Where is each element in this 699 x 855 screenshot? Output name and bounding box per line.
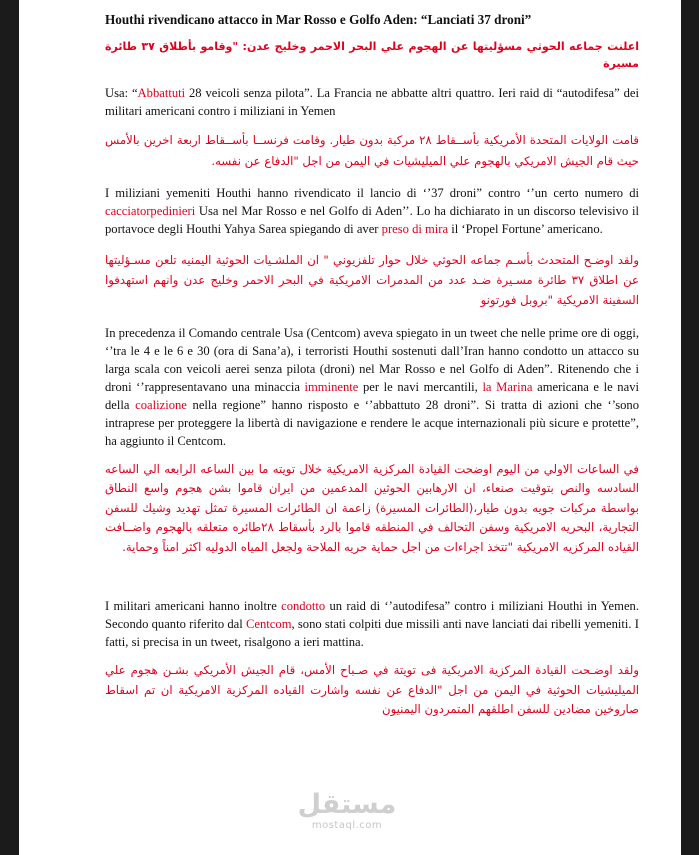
arabic-paragraph-1: قامت الولايات المتحدة الأمريكية بأســقاط ٢٨ مركبة بدون طيار. وقامت فرنســا بأســقاط اربعة اخرين بالأمس حيث قام الجيش الامريكي بالهجوم علي الميليشيات في اليمن من اجل "الدفاع عن نفسه.: [105, 132, 640, 168]
paragraph-3: In precedenza il Comando centrale Usa (Centcom) aveva spiegato in un tweet che nelle prime ore di oggi, ‘’tra le 4 e le 6 e 30 (ora di Sana’a), i terroristi Houthi sostenuti dall’Iran hanno condotto un attacco su larga scala con veicoli aerei senza pilota (droni) nel Mar Rosso e nel Golfo di Aden”. Ritenendo che i droni ‘’rappresentavano una minaccia imminente per le navi mercantili, la Marina americana e le navi della coalizione nella regione” hanno risposto e ‘’abbattuto 28 droni”. Si tratta di azioni che ‘’sono intraprese per proteggere la libertà di navigazione e rendere le acque internazionali più sicure e protette”, ha aggiunto il Centcom.: [105, 325, 639, 448]
watermark-url: mostaql.com: [311, 820, 383, 831]
highlight-word: Centcom: [246, 617, 292, 632]
article-title: Houthi rivendicano attacco in Mar Rosso e Golfo Aden: “Lanciati 37 droni”: [105, 12, 532, 27]
paragraph-4: I militari americani hanno inoltre condotto un raid di ‘’autodifesa” contro i miliziani Houthi in Yemen. Secondo quanto riferito dal Centcom, sono stati colpiti due missili anti nave lanciati dai ribelli yemeniti. I fatti, si precisa in un tweet, risalgono a ieri mattina.: [105, 599, 639, 650]
watermark-logo: مستقل: [297, 789, 397, 820]
highlight-word: condotto: [281, 599, 326, 614]
paragraph-1: Usa: “Abbattuti 28 veicoli senza pilota”. La Francia ne abbatte altri quattro. Ieri raid di “autodifesa” dei militari americani contro i miliziani in Yemen: [105, 85, 639, 118]
watermark: [282, 790, 412, 831]
arabic-paragraph-3: في الساعات الاولي من اليوم اوضحت القيادة المركزية الامريكية خلال تويته ما بين الساعه الرابعه الي الساعه السادسه والنص بتوقيت صنعاء، ان الارهابين الحوثين المدعمين من ايران قاموا بشن هجوم واسع النطاق بواسطة مركبات جويه بدون طيار،(الطائرات المسيرة) زاعمة ان الطائرات المسيرة تمثل تهديد وشيك للسفن التجارية، البحريه الامريكية وسفن التحالف في المنطقه قاموا بالرد بأسقاط ٢٨طائره متعلقه بالهجوم واضــافت القياده المركزيه الامريكية "تتخذ اجراءات من اجل حماية حريه الملاحة ولجعل المياه الدوليه اكثر امناً وحماية.: [105, 461, 639, 554]
highlight-word: preso di mira: [381, 221, 449, 236]
paragraph-2: I miliziani yemeniti Houthi hanno rivendicato il lancio di ‘’37 droni” contro ‘’un certo numero di cacciatorpedinieri Usa nel Mar Rosso e nel Golfo di Aden’’. Lo ha dichiarato in un discorso televisivo il portavoce degli Houthi Yahya Sarea spiegando di aver preso di mira il ‘Propel Fortune’ americano.: [105, 185, 639, 236]
arabic-paragraph-2: ولقد اوضـح المتحدث بأسـم جماعه الحوثي خلال حوار تلفزيوني " ان الملشـيات الحوثية اليمنيه تلعن مسـؤليتها عن اطلاق ٣٧ طائرة مسـيرة ضـد عدد من المدمرات الامريكية في البحر الاحمر وخليج عدن وانهم استهدفوا السفينة الامريكية "بروبل فورتونو: [105, 252, 639, 307]
highlight-word: imminente: [304, 379, 359, 394]
document-body: [105, 12, 639, 720]
highlight-word: coalizione: [135, 397, 187, 412]
highlight-word: Abbattuti: [137, 85, 186, 100]
arabic-title: اعلنت جماعه الحوثي مسؤليتها عن الهجوم علي البحر الاحمر وخليج عدن: "وقامو بأطلاق ٣٧ طائرة مسيرة: [105, 39, 640, 70]
highlight-word: la Marina: [482, 379, 533, 394]
arabic-paragraph-4: ولقد اوضـحت القيادة المركزية الامريكية فى تويتة في صـباح الأمس، قام الجيش الأمريكي بشـن هجوم علي الميليشيات الحوثية في اليمن من اجل "الدفاع عن نفسه واشارت القياده المركزية الامريكية ان تم اسقاط صاروخين مضادين للسفن اطلقهم المتمردون اليمنيون: [105, 663, 639, 717]
document-page: [19, 0, 681, 855]
highlight-word: cacciatorpedinieri: [105, 203, 196, 218]
